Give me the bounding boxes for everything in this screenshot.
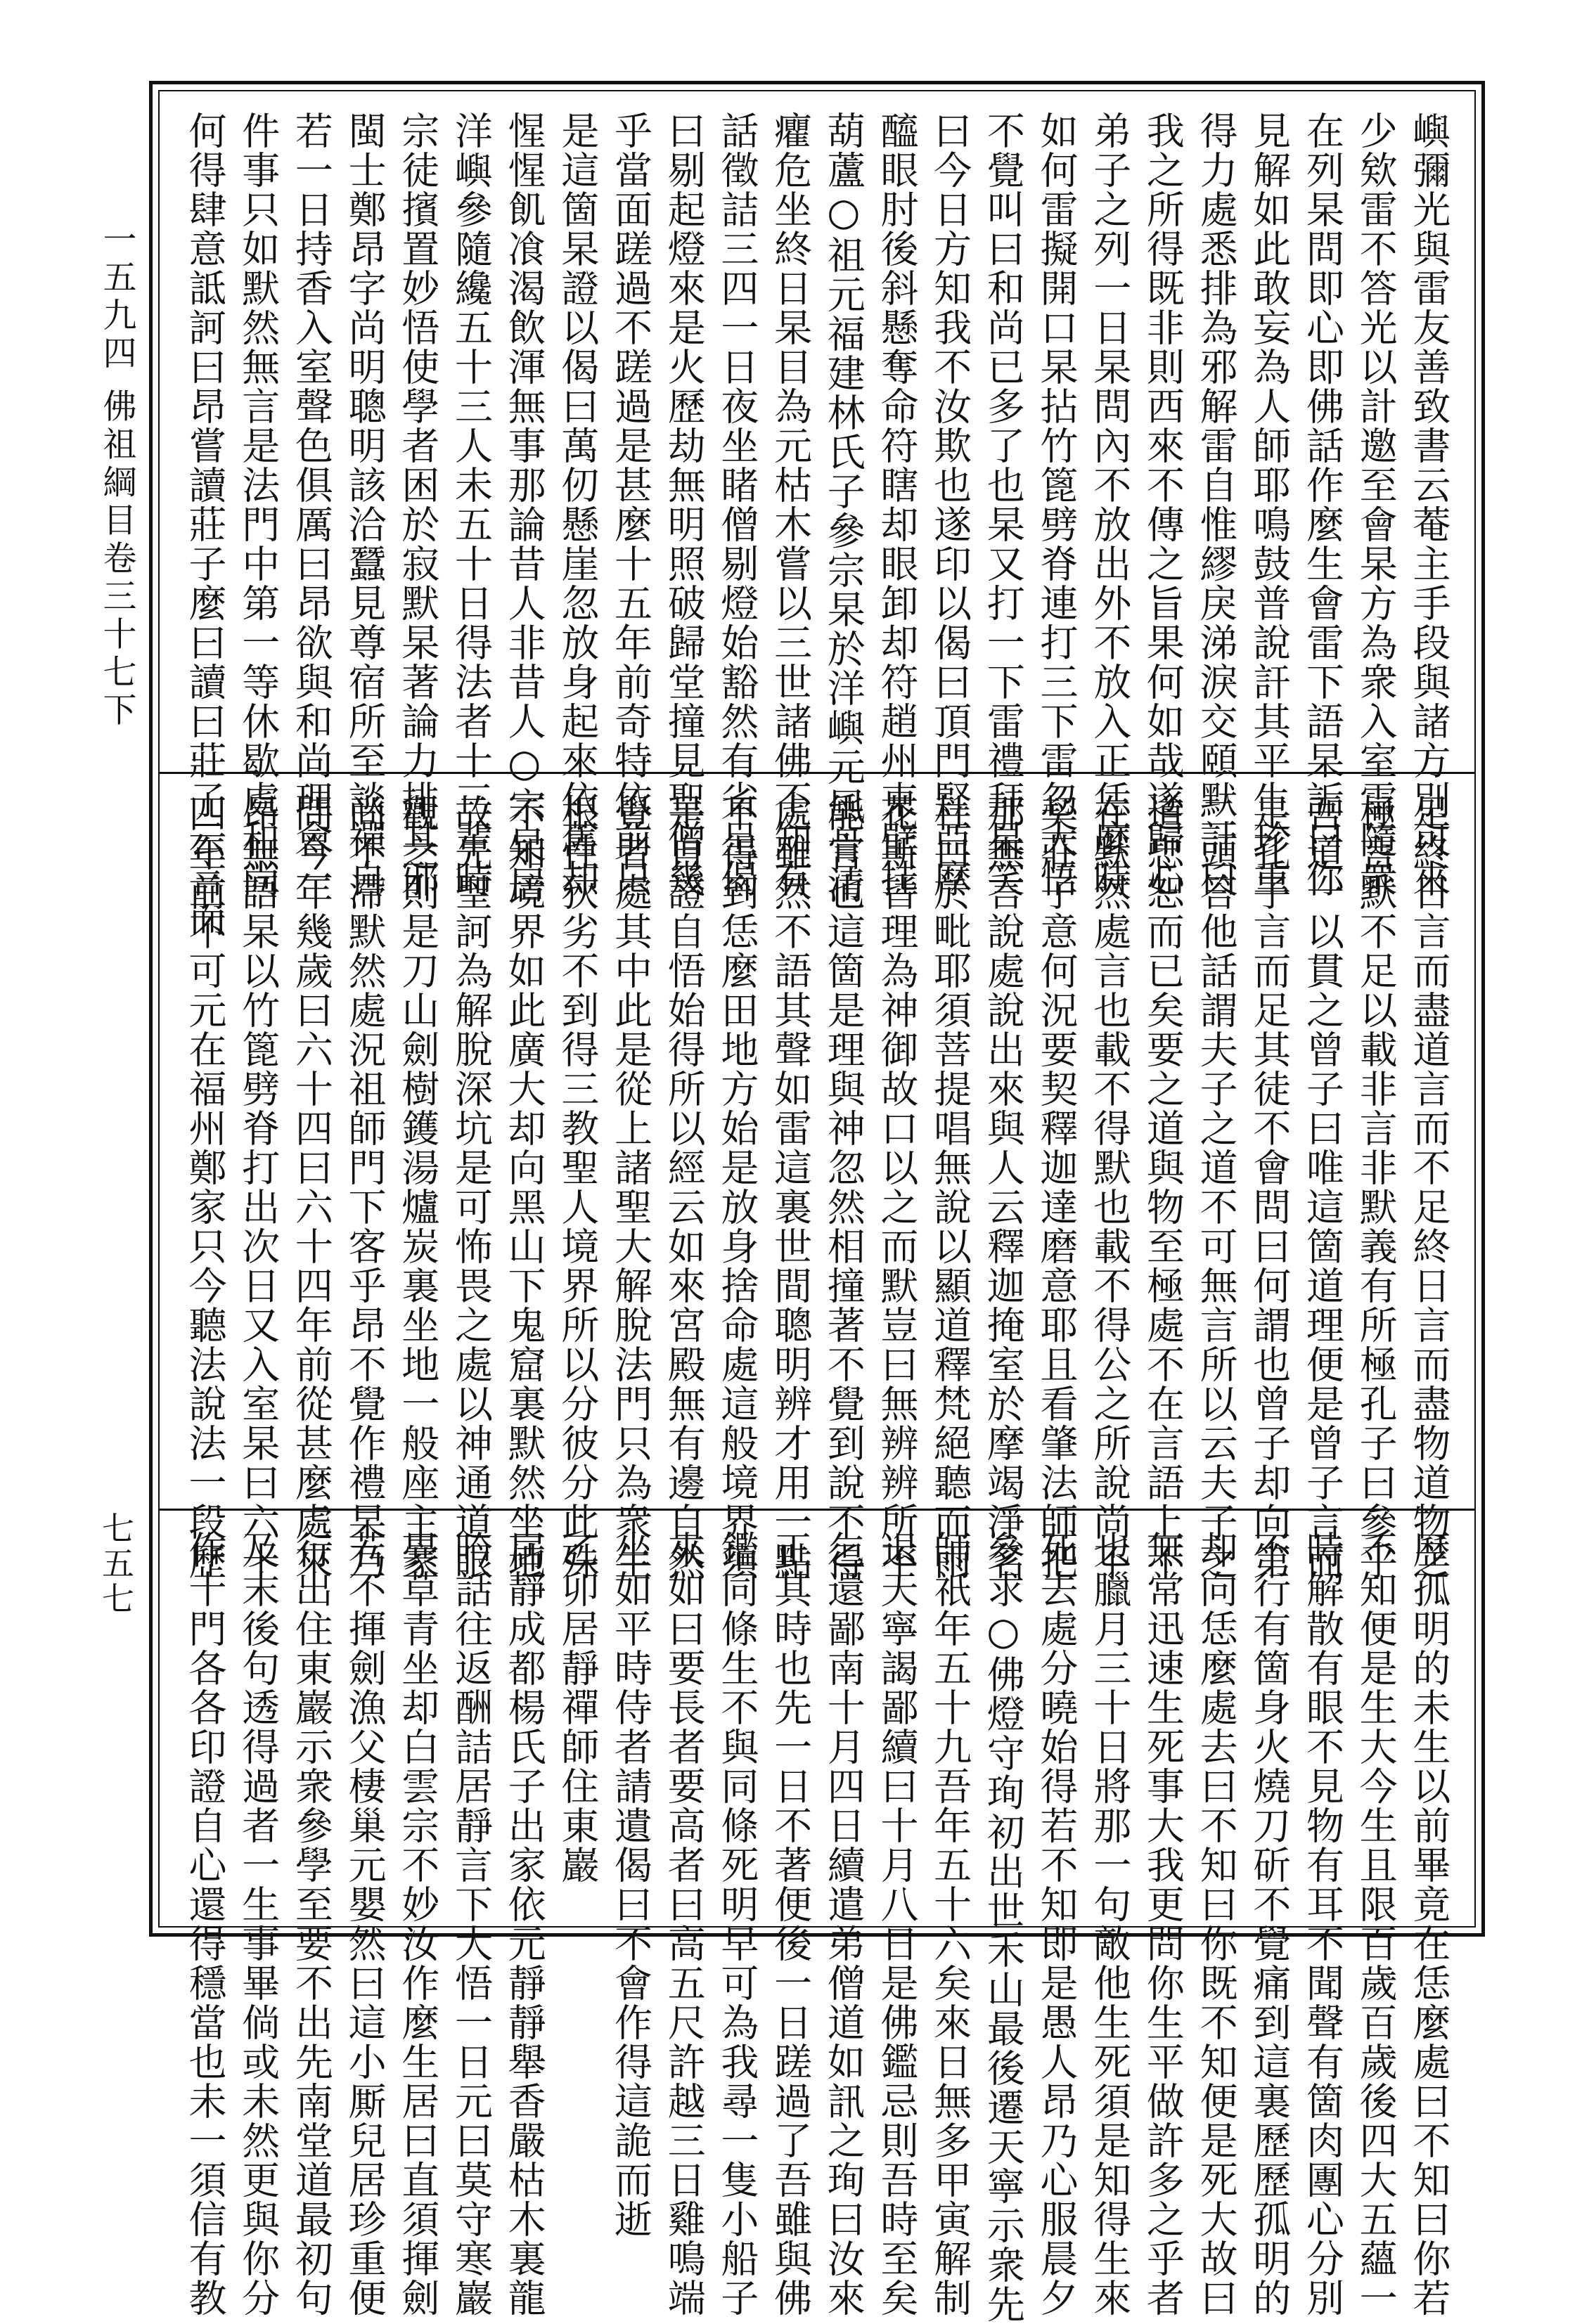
text-column: 居靜成都楊氏子出家依元靜靜舉香嚴枯木裏龍 [502,1530,547,2318]
text-column: 死去處分曉始得若不知即是愚人昂乃心服晨夕 [1034,1530,1079,2318]
text-column: 那無言說處說出來與人云釋迦掩室於摩竭淨名 [981,794,1026,1581]
text-column: 無常迅速生死事大我更問你生平做許多之乎者 [1140,1530,1185,2318]
margin-title [93,221,154,730]
page-number: 一五九四 [97,221,136,373]
text-column: 何得肆意詆訶曰昂嘗讀莊子麼曰讀曰莊子云言而 [183,111,227,938]
text-column: 契莊子意何況要契釋迦達磨意耶且看肇法師把 [1034,794,1079,1581]
text-column: 道忠恕而已矣要之道與物至極處不在言語上不 [1140,794,1185,1581]
page-frame [149,81,1485,2324]
text-column: 故先聖訶為解脫深坑是可怖畏之處以神通道眼 [449,794,494,1581]
text-column: 醯眼肘後斜懸奪命符瞎却眼卸却符趙州東壁挂 [874,111,919,898]
text-column: 根性狹劣不到得三教聖人境界所以分彼分此殊 [555,794,600,1581]
text-column: 時解散有眼不見物有耳不聞聲有箇肉團心分別 [1300,1530,1345,2318]
text-column: 異草青坐却白雲宗不妙汝作麼生居曰直須揮劍 [395,1530,440,2318]
text-column: 二頭答他話謂夫子之道不可無言所以云夫子之 [1194,794,1239,1581]
text-column: 杜口於毗耶須菩提唱無說以顯道釋梵絕聽而雨 [927,794,972,1581]
text-column: 覺者處其中此是從上諸聖大解脫法門只為衆生 [608,794,653,1581]
text-column: 歷孤明的未生以前畢竟在恁麼處曰不知曰你若 [1406,1530,1451,2318]
text-column: 曰今日方知我不汝欺也遂印以偈曰頂門竪亞摩 [927,111,972,898]
text-column: 少欸雷不答光以計邀至會杲方為衆入室雷隨衆 [1353,111,1398,898]
text-column: 不知便是生大今生且限百歲百歲後四大五蘊一 [1353,1530,1398,2318]
text-column: 極言默不足以載非言非默義有所極孔子曰參乎 [1353,794,1398,1581]
text-column: 弟子之列一日杲問內不放出外不放入正恁麼時 [1087,111,1132,898]
text-column: 話徵詰三四一日夜坐睹僧剔燈始豁然有省呈偈 [714,111,759,898]
text-column: 是這箇杲證以偈曰萬仞懸崖忽放身起來依舊却 [555,111,600,898]
text-column: 得力處悉排為邪解雷自惟繆戾涕淚交頤默計曰 [1194,111,1239,898]
text-column: 來如曰要長者要高者曰高五尺許越三日雞鳴端 [662,1530,707,2318]
text-column: 也臘月三十日將那一句敵他生死須是知得生來 [1087,1530,1132,2318]
text-column: 尚不滯默然處況祖師門下客乎昂不覺作禮杲乃 [342,794,387,1581]
text-column: 四年前不可元在福州鄭家只今聽法說法一段歷 [183,794,227,1581]
text-column: 惺惺飢飡渴飲渾無事那論昔人非昔人○宗杲居 [502,111,547,905]
text-column: 吾道一以貫之曾子曰唯這箇道理便是曾子言而 [1300,794,1345,1581]
text-column: 昂無語杲以竹篦劈脊打出次日又入室杲曰六十 [236,794,281,1581]
text-column: 在默然處言也載不得默也載不得公之所說尚不 [1087,794,1132,1581]
text-column: 我之所得既非則西來不傳之旨果何如哉遂歸心 [1140,111,1185,898]
register-middle [160,772,1474,1581]
register-top [160,91,1474,938]
text-column: 不得到恁麼田地方始是放身捨命處這般境界須 [714,794,759,1581]
book-title: 佛祖綱目卷三十七下 [97,388,136,730]
text-column: 足孔子言而足其徒不會問曰何謂也曾子却向第 [1247,794,1292,1581]
text-column: 嶼彌光與雷友善致書云菴主手段與諸方別可來 [1406,111,1451,898]
text-column: 是自證自悟始得所以經云如來宮殿無有邊自然 [662,794,707,1581]
text-column: 師祇年五十九吾年五十六矣來日無多甲寅解制 [927,1530,972,2318]
text-column: 及末後句透得過者一生事畢倘或未然更與你分 [236,1530,281,2318]
text-column: 件事只如默然無言是法門中第一等休歇處和尚 [236,111,281,898]
folio-number: 七五七 [97,1511,135,1617]
text-column: 不行有箇身火燒刀斫不覺痛到這裏歷歷孤明的 [1247,1530,1292,2318]
text-column: 問今年幾歲曰六十四曰六十四年前從甚麼處來 [289,794,334,1581]
text-column: 作十門各各印證自心還得穩當也未一須信有教 [183,1530,227,2318]
text-column: 癯危坐終日杲目為元枯木嘗以三世諸佛不知有 [768,111,813,898]
text-column: 吟話往返酬詰居靜言下大悟一日元曰莫守寒巖 [449,1530,494,2318]
text-column: 坐如平時侍者請遺偈曰不會作得這詭而逝 [608,1530,653,2239]
text-column: 處雖然不語其聲如雷這裏世間聰明辨才用一點 [768,794,813,1581]
text-column: 乎當面蹉過不蹉過是甚麼十五年前奇特依前只 [608,111,653,898]
text-column: 葫蘆○祖元福建林氏子參宗杲於洋嶼元風骨清 [821,111,866,905]
text-column: 不覺叫曰和尚已多了也杲又打一下雷禮拜杲笑 [981,111,1026,898]
text-column: 花斯皆理為神御故口以之而默豈曰無辨辨所不 [874,794,919,1581]
text-column: 正其時也先一日不著便後一日蹉過了吾雖與佛 [768,1530,813,2318]
text-column: 見解如此敢妄為人師耶鳴鼓普說訐其平生珍重 [1247,111,1292,898]
text-column: 曰剔起燈來是火歷劫無明照破歸堂撞見聖僧幾 [662,111,707,898]
text-column: 退天寧謁鄙續曰十月八日是佛鑑忌則吾時至矣 [874,1530,919,2318]
text-column: 宗徒擯置妙悟使學者困於寂默杲著論力排其邪 [395,111,440,898]
text-column: 閩士鄭昂字尚明聰明該洽蠶見尊宿所至談禪自 [342,111,387,898]
text-column: 在列杲問即心即佛話作麼生會雷下語杲詬曰你 [1300,111,1345,898]
text-column: 如何雷擬開口杲拈竹篦劈脊連打三下雷忽大悟 [1034,111,1079,898]
text-column: 若一日持香入室聲色俱厲曰昂欲與和尚理會一 [289,111,334,898]
text-column: 觀之則是刀山劍樹鑊湯爐炭裏坐地一般座主家 [395,794,440,1581]
text-column: 却向恁麼處去曰不知曰你既不知便是死大故曰 [1194,1530,1239,2318]
text-column: 不知境界如此廣大却向黑山下鬼窟裏默然坐地 [502,794,547,1581]
register-bottom [160,1509,1474,2324]
text-column: 能言也這箇是理與神忽然相撞著不覺到說不得 [821,794,866,1581]
text-column: 乙卯居靜禪師住東巖 [555,1530,600,1885]
text-column: 行出住東巖示衆參學至要不出先南堂道最初句 [289,1530,334,2318]
text-column: 洋嶼參隨纔五十三人未五十日得法者十三輩時 [449,111,494,898]
text-column: 鑑同條生不與同條死明早可為我尋一隻小船子 [714,1530,759,2318]
frame-inner-border [158,90,1476,2324]
text-column: 足終日言而盡道言而不足終日言而盡物道物之 [1406,794,1451,1581]
text-column: 乞還鄙南十月四日續遣弟僧道如訊之珣曰汝來 [821,1530,866,2318]
text-column: 參求○佛燈守珣初出世禾山最後遷天寧示衆先 [981,1530,1026,2324]
text-column: 若不揮劍漁父棲巢元嬰然曰這小厮兒居珍重便 [342,1530,387,2318]
